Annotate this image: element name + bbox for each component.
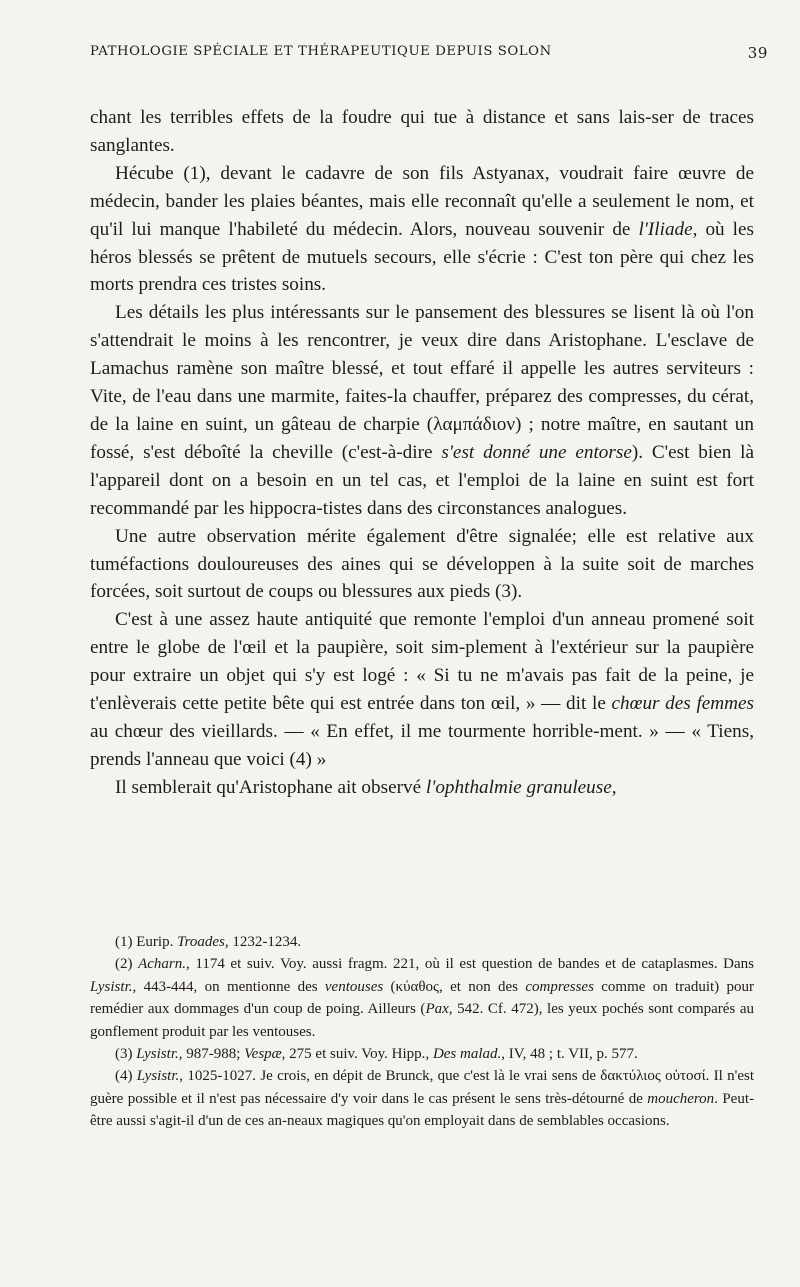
italic-text: l'ophthalmie granuleuse [425, 776, 612, 798]
italic-text: l'Iliade [638, 218, 693, 240]
italic-text: compresses [525, 978, 594, 995]
footnote [90, 931, 754, 953]
text-segment: C'est à une assez haute antiquité que remonte l'emploi d'un anneau promené soit entre le globe de l'œil et la paupière, soit sim-plement à l'extérieur sur la paupière pour extraire un objet qui s'y est logé : « Si tu ne m'avais pas fait de la peine, je t'enlèverais cette petite bête qui est entrée dans ton œil, » — dit le [90, 609, 754, 715]
page-number: 39 [747, 44, 768, 62]
text-segment: , où les héros blessés se prêtent de mutuels secours, elle s'écrie : C'est ton père qui chez les morts prendra ces tristes soins. [90, 218, 754, 296]
paragraph [90, 606, 754, 773]
text-segment: au chœur des vieillards. — « En effet, il me tourmente horrible-ment. » — « Tiens, prends l'anneau que voici (4) » [90, 720, 754, 770]
text-segment: , 443-444, on mentionne des [132, 978, 325, 995]
text-segment: (3) [115, 1046, 137, 1063]
italic-text: Lysistr. [136, 1068, 180, 1085]
italic-text: s'est donné une entorse [441, 441, 632, 463]
paragraph [90, 104, 754, 160]
text-segment: , 1025-1027. Je crois, en dépit de Brunck, que c'est là le vrai sens de δακτύλιος οὑτοσί. Il n'est guère possible et il n'est pas nécessaire d'y voir dans le cas présent le sens très-détourné de [90, 1068, 754, 1107]
text-segment: , IV, 48 ; t. VII, p. 577. [501, 1046, 638, 1063]
text-segment: , 1174 et suiv. Voy. aussi fragm. 221, où il est question de bandes et de cataplasmes. Dans [186, 956, 754, 973]
text-segment: , 542. Cf. 472), les yeux pochés sont comparés au gonflement produit par les ventouses. [90, 1001, 754, 1040]
text-segment: Il semblerait qu'Aristophane ait observé [115, 776, 426, 798]
text-segment: Les détails les plus intéressants sur le pansement des blessures se lisent là où l'on s'attendrait le moins à les rencontrer, je veux dire dans Aristophane. L'esclave de Lamachus ramène son maître blessé, et tout effaré il appelle les autres serviteurs : Vite, de l'eau dans une marmite, faites-la chauffer, préparez des compresses, du cérat, de la laine en suint, un gâteau de charpie (λαμπάδιον) ; notre maître, en sautant un fossé, s'est déboîté la cheville (c'est-à-dire [90, 302, 754, 463]
main-text [90, 104, 754, 802]
footnote [90, 1043, 754, 1065]
footnotes [90, 931, 754, 1133]
paragraph [90, 160, 754, 300]
text-segment: chant les terribles effets de la foudre qui tue à distance et sans lais-ser de traces sanglantes. [90, 107, 754, 156]
italic-text: Lysistr. [90, 978, 133, 995]
italic-text: Des malad. [432, 1046, 502, 1063]
running-header [90, 44, 768, 62]
text-segment: , 275 et suiv. Voy. Hipp., [281, 1046, 433, 1063]
paragraph [90, 774, 754, 802]
italic-text: Lysistr. [136, 1046, 179, 1063]
footnote [90, 1065, 754, 1132]
italic-text: ventouses [324, 978, 384, 995]
italic-text: moucheron [647, 1090, 715, 1107]
text-segment: , 987-988; [178, 1046, 245, 1063]
text-segment: (4) [115, 1068, 137, 1085]
text-segment: Une autre observation mérite également d'être signalée; elle est relative aux tuméfactions douloureuses des aines qui se développen à la suite soit de marches forcées, soit surtout de coups ou blessures aux pieds (3). [90, 525, 754, 603]
paragraph [90, 299, 754, 522]
text-segment: (2) [115, 956, 139, 973]
running-title: PATHOLOGIE SPÉCIALE ET THÉRAPEUTIQUE DEPUIS SOLON [90, 44, 552, 59]
text-segment: , [611, 776, 617, 798]
italic-text: Vespæ [244, 1046, 282, 1063]
footnote [90, 953, 754, 1043]
text-segment: , 1232-1234. [224, 934, 302, 950]
text-segment: ). C'est bien là l'appareil dont on a besoin en un tel cas, et l'emploi de la laine en suint est fort recommandé par les hippocra-tistes dans des circonstances analogues. [90, 441, 754, 519]
italic-text: chœur des femmes [611, 693, 754, 715]
paragraph [90, 523, 754, 607]
text-segment: (κύαθος, et non des [383, 978, 526, 995]
text-segment: . Peut-être aussi s'agit-il d'un de ces an-neaux magiques qu'on employait dans de semblables occasions. [90, 1090, 754, 1130]
italic-text: Acharn. [138, 956, 187, 973]
text-segment: Hécube (1), devant le cadavre de son fils Astyanax, voudrait faire œuvre de médecin, bander les plaies béantes, mais elle reconnaît qu'elle a seulement le nom, et qu'il lui manque l'habileté du médecin. Alors, nouveau souvenir de [90, 162, 754, 240]
text-segment: comme on traduit) pour remédier aux dommages d'un coup de poing. Ailleurs ( [90, 978, 754, 1018]
text-segment: (1) Eurip. [115, 934, 178, 950]
italic-text: Pax [425, 1001, 449, 1018]
italic-text: Troades [177, 934, 225, 950]
